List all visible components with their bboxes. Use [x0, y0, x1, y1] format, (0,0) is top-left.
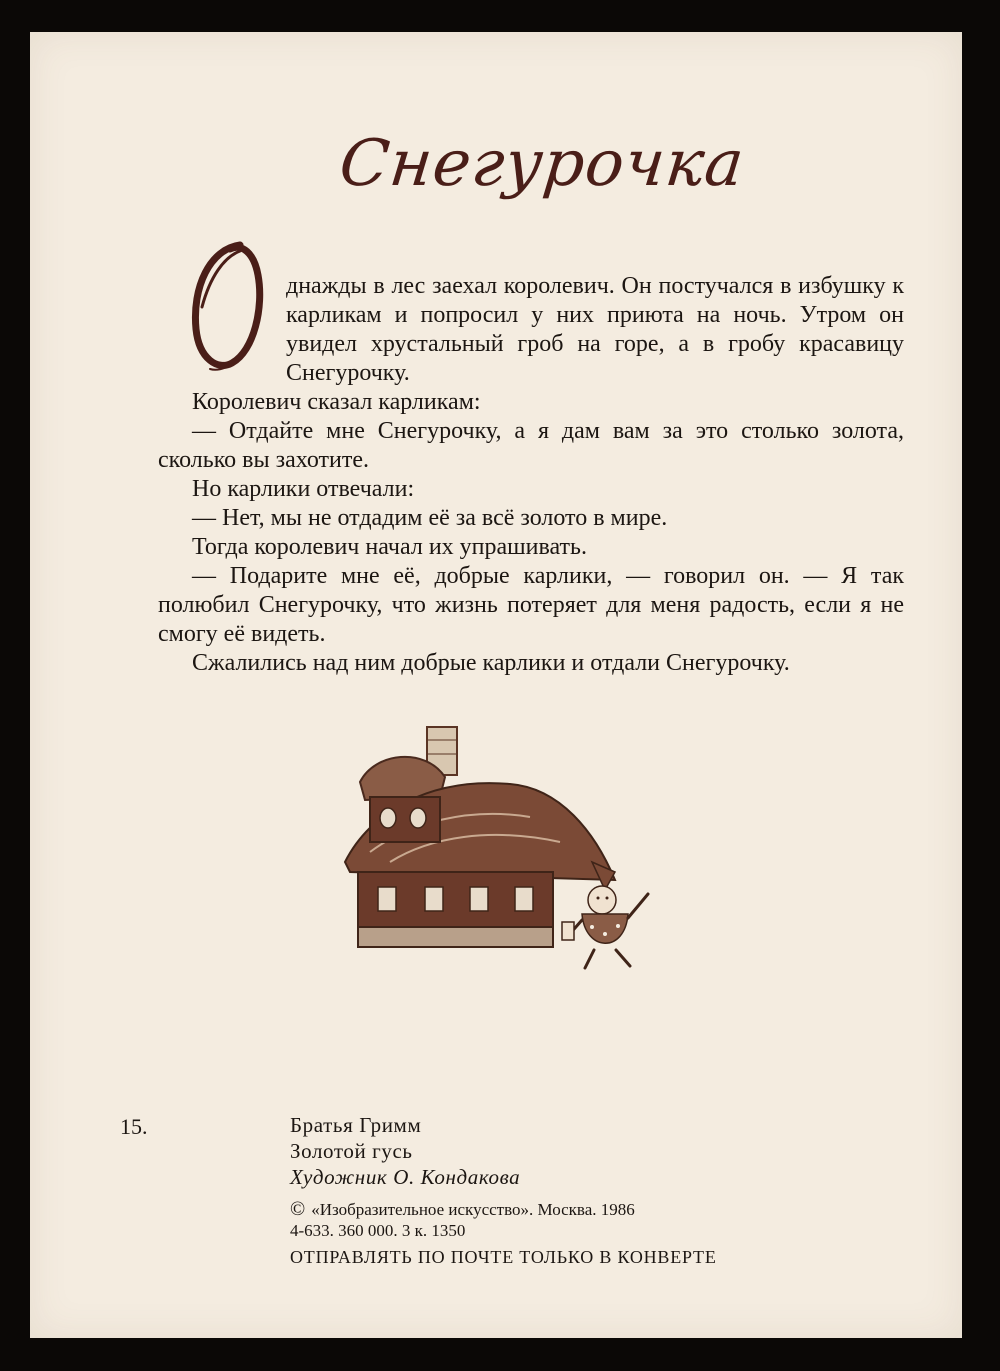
story-title: Снегурочка — [336, 127, 749, 201]
postcard-back — [30, 32, 962, 1338]
paragraph-6: Тогда королевич начал их упрашивать. — [192, 534, 587, 560]
paragraph-3: — Отдайте мне Снегурочку, а я дам вам за это столько золота, сколько вы захотите. — [158, 418, 904, 473]
dwarf-house-illustration — [330, 722, 660, 972]
paragraph-4: Но карлики отвечали: — [192, 476, 415, 502]
copyright-row — [290, 1198, 890, 1221]
publisher-line: «Изобразительное искусство». Москва. 1986 — [311, 1199, 635, 1219]
card-number: 15. — [120, 1114, 148, 1139]
author-line: Братья Гримм — [290, 1113, 422, 1137]
artist-line: Художник О. Кондакова — [290, 1165, 521, 1189]
paragraph-7: — Подарите мне её, добрые карлики, — говорил он. — Я так полюбил Снегурочку, что жизнь потеряет для меня радость, если я не смогу её видеть. — [158, 563, 904, 647]
story-text — [158, 272, 904, 678]
imprint — [290, 1112, 890, 1268]
copyright-icon: © — [290, 1198, 306, 1220]
paragraph-2: Королевич сказал карликам: — [192, 389, 481, 415]
paragraph-1: днажды в лес заехал королевич. Он постучался в избушку к карликам и попросил у них приюта на ночь. Утром он увидел хрустальный гроб на горе, а в гробу красавицу Снегурочку. — [286, 273, 904, 386]
paragraph-8: Сжалились над ним добрые карлики и отдали Снегурочку. — [192, 650, 790, 676]
print-info-line: 4-633. 360 000. 3 к. 1350 — [290, 1221, 466, 1240]
book-line: Золотой гусь — [290, 1139, 413, 1163]
mail-note: ОТПРАВЛЯТЬ ПО ПОЧТЕ ТОЛЬКО В КОНВЕРТЕ — [290, 1247, 717, 1267]
paragraph-5: — Нет, мы не отдадим её за всё золото в мире. — [192, 505, 668, 531]
